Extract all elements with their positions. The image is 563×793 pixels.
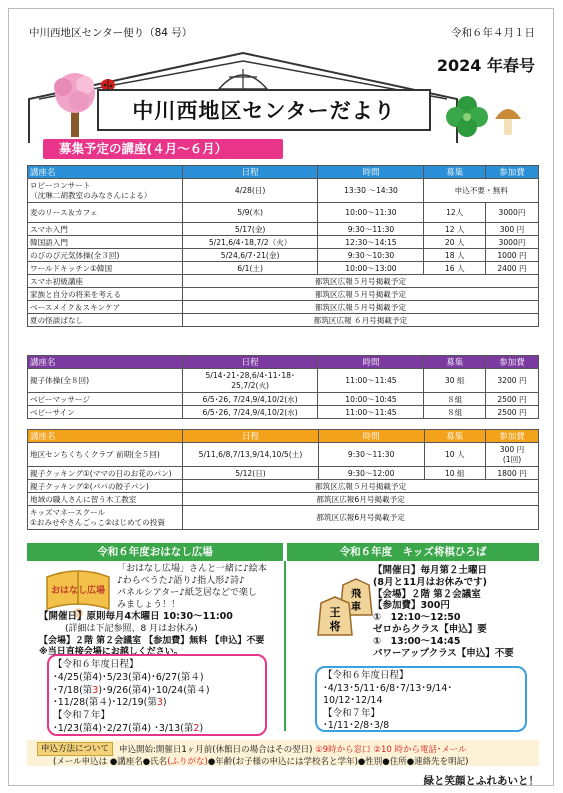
course-name: スマホ初級講座 (28, 275, 183, 288)
ohanashi-venue: 【会場】２階 第２会議室 【参加費】無料 【申込】不要 (39, 636, 265, 646)
course-name: 親子体操(全８回) (28, 369, 183, 393)
course-name: 親子クッキング①(ママの日のお花のパン) (28, 467, 183, 480)
course-name: ベースメイク＆スキンケア (28, 301, 183, 314)
course-capacity: ８組 (424, 406, 485, 419)
r6-label: 【令和６年度日程】 (53, 659, 139, 670)
col-header-date: 日程 (182, 356, 318, 369)
course-capacity: 18 人 (424, 249, 485, 262)
date-line (53, 723, 210, 736)
course-date: 5/21,6/4･18,7/2（火） (182, 236, 318, 249)
course-date: 6/5･26, 7/24,9/4,10/2(水) (182, 393, 318, 406)
col-header-fee: 参加費 (485, 166, 538, 179)
clover-icon (445, 95, 489, 139)
course-date: 4/28(日) (182, 179, 318, 203)
col-header-fee: 参加費 (486, 430, 539, 443)
col-header-capacity: 募集 (424, 166, 485, 179)
date-red: 3 (92, 684, 99, 696)
course-merged-note: 都筑区広報6月号掲載予定 (183, 506, 539, 530)
course-date (182, 369, 318, 393)
course-date: 6/5･26, 7/24,9/4,10/2(水) (182, 406, 318, 419)
date-text: ) (162, 697, 167, 709)
r7-label: 【令和７年】 (323, 707, 381, 719)
publish-date: 令和６年４月１日 (451, 27, 535, 39)
table-row (28, 236, 539, 249)
course-capacity: 12 人 (424, 223, 485, 236)
course-fee (486, 443, 539, 467)
mushroom-icon (493, 103, 523, 137)
date-line (53, 697, 210, 710)
tree-icon (49, 71, 101, 137)
date-text: ･1/23(第4)･2/27(第4) ･3/13(第 (53, 722, 194, 734)
course-date-lines: 5/14･21･28,6/4･11･18･ 25,7/2(火) (205, 370, 295, 390)
ohanashi-schedule-note: (詳細は下記参照、8 月はお休み) (65, 624, 198, 634)
course-name: スマホ入門 (28, 223, 183, 236)
book-label: おはなし広場 (50, 586, 106, 596)
intro-line: パネルシアター♪紙芝居などで楽し (117, 588, 257, 598)
course-name: ベビーサイン (28, 406, 183, 419)
piece-top-char: 王 (329, 606, 341, 619)
course-name: のびのび元気体操(全３回) (28, 249, 183, 262)
course-time: 10:00～10:45 (318, 393, 424, 406)
piece-bottom-char: 将 (329, 620, 341, 633)
course-time: 9:30～11:30 (318, 223, 424, 236)
table-row (28, 406, 539, 419)
col-header-time: 時間 (318, 166, 424, 179)
date-text: ･11/28(第４)･12/19(第 (53, 697, 157, 709)
date-line: ･1/11･2/8･3/8 (323, 720, 390, 731)
course-date: 5/11,6/8,7/13,9/14,10/5(土) (183, 443, 319, 467)
date-text: ) (199, 722, 204, 734)
date-text: ･7/18(第 (53, 684, 93, 696)
course-fee: 2400 円 (485, 262, 538, 275)
email-note-a: (メール申込は ●講座名●氏名 (53, 757, 168, 767)
intro-line: 「おはなし広場」さんと一緒に♪絵本 (117, 564, 267, 574)
shogi-line: ① 13:00～14:45 (373, 635, 461, 647)
course-name: 地域の職人さんに習う木工教室 (28, 493, 183, 506)
course-name: 韓国語入門 (28, 236, 183, 249)
course-fee-lines: 300 円 (1回) (499, 444, 525, 464)
col-header-time: 時間 (318, 430, 424, 443)
course-fee: 1800 円 (486, 467, 539, 480)
course-name: 夏の怪談ばなし (28, 314, 183, 327)
course-capacity: ８組 (424, 393, 485, 406)
course-date: 5/17(金) (182, 223, 318, 236)
course-table-kids (27, 429, 539, 530)
table-row (28, 262, 539, 275)
col-header-capacity: 募集 (424, 356, 485, 369)
course-time: 12:30～14:15 (318, 236, 424, 249)
col-header-date: 日程 (182, 166, 318, 179)
email-note-line (53, 755, 468, 767)
course-merged-note: 都筑区広報５月号掲載予定 (182, 288, 538, 301)
course-name: 親子クッキング②(パパの餃子パン) (28, 480, 183, 493)
course-time: 11:00～11:45 (318, 369, 424, 393)
email-note-b: ●年齢(お子様の申込には学校名と学年)●性別●住所●連絡先を明記) (207, 757, 469, 767)
date-red: 3 (156, 697, 163, 709)
col-header-time: 時間 (318, 356, 424, 369)
table-row (28, 223, 539, 236)
course-merged-note: 申込不要・無料 (424, 179, 539, 203)
course-capacity: 20 人 (424, 236, 485, 249)
course-capacity: 30 組 (424, 369, 485, 393)
application-start: 申込開始:開催日1ヶ月前(休館日の場合はその翌日) (119, 745, 313, 755)
col-header-name: 講座名 (28, 166, 183, 179)
course-fee: 3000円 (485, 203, 538, 223)
section-divider (284, 561, 286, 731)
date-line: ･4/25(第4)･5/23(第4)･6/27(第４) (53, 671, 204, 683)
application-start-line (119, 743, 467, 755)
course-fee: 2500 円 (485, 393, 538, 406)
piece-bottom-char: 車 (351, 602, 361, 613)
col-header-date: 日程 (183, 430, 319, 443)
course-time: 9:30～10:30 (318, 249, 424, 262)
table-row (28, 506, 539, 530)
table-row (28, 275, 539, 288)
date-text: )･9/26(第4)･10/24(第４) (98, 684, 210, 696)
shogi-line: 【会場】２階 第２会議室 (373, 588, 481, 600)
r6-label: 【令和６年度日程】 (323, 670, 409, 681)
table-row (28, 203, 539, 223)
ohanashi-heading: 令和６年度おはなし広場 (27, 543, 283, 561)
piece-top-char: 飛 (351, 589, 361, 600)
table-row (28, 369, 539, 393)
course-time: 11:00～11:45 (318, 406, 424, 419)
course-fee: 300 円 (485, 223, 538, 236)
course-time: 10:00～11:30 (318, 203, 424, 223)
ohanashi-intro (117, 563, 267, 611)
course-name-line: キッズマネースクール ①おみせやさんごっこ②はじめての投資 (30, 507, 165, 527)
course-capacity: 16 人 (424, 262, 485, 275)
course-capacity: 12人 (424, 203, 485, 223)
course-name (28, 506, 183, 530)
course-merged-note: 都筑区広報５月号掲載予定 (182, 301, 538, 314)
intro-line: みましょう！！ (117, 600, 181, 610)
date-line: ･4/13･5/11･6/8･7/13･9/14･ (323, 682, 453, 694)
phone-time: ②10 時から電話･メール (373, 745, 467, 755)
table-row (28, 493, 539, 506)
table-row (28, 443, 539, 467)
course-date: 5/12(日) (183, 467, 319, 480)
window-time: ①9時から窓口 (315, 745, 371, 755)
date-line (53, 685, 210, 698)
course-table-parent-child (27, 355, 539, 419)
date-line: 10/12･12/14 (323, 695, 383, 706)
course-time: 9:30～11:30 (318, 443, 424, 467)
course-time: 10:00～13:00 (318, 262, 424, 275)
r7-label: 【令和７年】 (53, 710, 111, 722)
course-merged-note: 都筑区広報５月号掲載予定 (183, 480, 539, 493)
season-issue: 2024 年春号 (436, 56, 535, 75)
shogi-piece-icon (317, 595, 353, 637)
table-row (28, 179, 539, 203)
course-time: 9:30～12:00 (318, 467, 424, 480)
course-merged-note: 都筑区広報５月号掲載予定 (182, 275, 538, 288)
newsletter-issue-label: 中川西地区センター便り（84 号） (29, 27, 193, 39)
course-merged-note: 都筑区広報 ６月号掲載予定 (182, 314, 538, 327)
shogi-details (373, 565, 514, 659)
col-header-fee: 参加費 (485, 356, 538, 369)
application-label: 申込方法について (37, 742, 113, 756)
shogi-line: 【開催日】毎月第２土曜日 (373, 565, 488, 576)
course-date: 5/24,6/7･21(金) (182, 249, 318, 262)
course-time: 13:30 ～14:30 (318, 179, 424, 203)
col-header-name: 講座名 (28, 430, 183, 443)
course-name-line: ロビーコンサート （沈琳二胡教室のみなさんによる） (30, 180, 152, 200)
newsletter-page (8, 8, 554, 786)
course-name (28, 179, 183, 203)
course-name: 家族と自分の将来を考える (28, 288, 183, 301)
course-name: 麦のリース＆カフェ (28, 203, 183, 223)
course-fee: 1000 円 (485, 249, 538, 262)
shogi-line: パワーアップクラス【申込】不要 (373, 647, 514, 659)
course-fee: 3000円 (485, 236, 538, 249)
course-name: ワールドキッチン①韓国 (28, 262, 183, 275)
email-note-red: (ふりがな) (167, 757, 208, 767)
newsletter-title: 中川西地区センターだより (97, 89, 431, 131)
course-date: 5/9(木) (182, 203, 318, 223)
course-fee: 2500 円 (485, 406, 538, 419)
course-capacity: 10 組 (424, 467, 485, 480)
shogi-dates (323, 670, 452, 733)
col-header-name: 講座名 (28, 356, 183, 369)
shogi-line: 【参加費】300円 (373, 600, 450, 612)
shogi-heading: 令和６年度 キッズ将棋ひろば (287, 543, 539, 561)
course-table-general (27, 165, 539, 327)
ohanashi-direct-note: ※当日直接会場にお越しください。 (39, 647, 183, 657)
course-fee: 3200 円 (485, 369, 538, 393)
table-row (28, 480, 539, 493)
course-name: 地区センちくちくクラブ 前期(全５回) (28, 443, 183, 467)
table-row (28, 288, 539, 301)
col-header-capacity: 募集 (424, 430, 485, 443)
table-row (28, 467, 539, 480)
course-capacity: 10 人 (424, 443, 485, 467)
table-row (28, 393, 539, 406)
ohanashi-schedule: 【開催日】原則毎月4木曜日 10:30～11:00 (39, 611, 233, 622)
course-merged-note: 都筑区広報6月号掲載予定 (183, 493, 539, 506)
shogi-line: (8月と11月はお休みです) (373, 576, 488, 588)
table-row (28, 314, 539, 327)
intro-line: ♪わらべうた♪語り♪指人形♪詩♪ (117, 576, 245, 586)
course-date: 6/1(土) (182, 262, 318, 275)
shogi-line: ゼロからクラス【申込】要 (373, 623, 487, 635)
ohanashi-dates (53, 659, 210, 736)
course-name: ベビーマッサージ (28, 393, 183, 406)
section-title: 募集予定の講座(４月～６月） (43, 139, 283, 159)
slogan: 緑と笑顔とふれあいと！ (423, 775, 539, 786)
shogi-line: ① 12:10～12:50 (373, 612, 461, 624)
table-row (28, 301, 539, 314)
table-row (28, 249, 539, 262)
date-red: 2 (193, 722, 200, 734)
